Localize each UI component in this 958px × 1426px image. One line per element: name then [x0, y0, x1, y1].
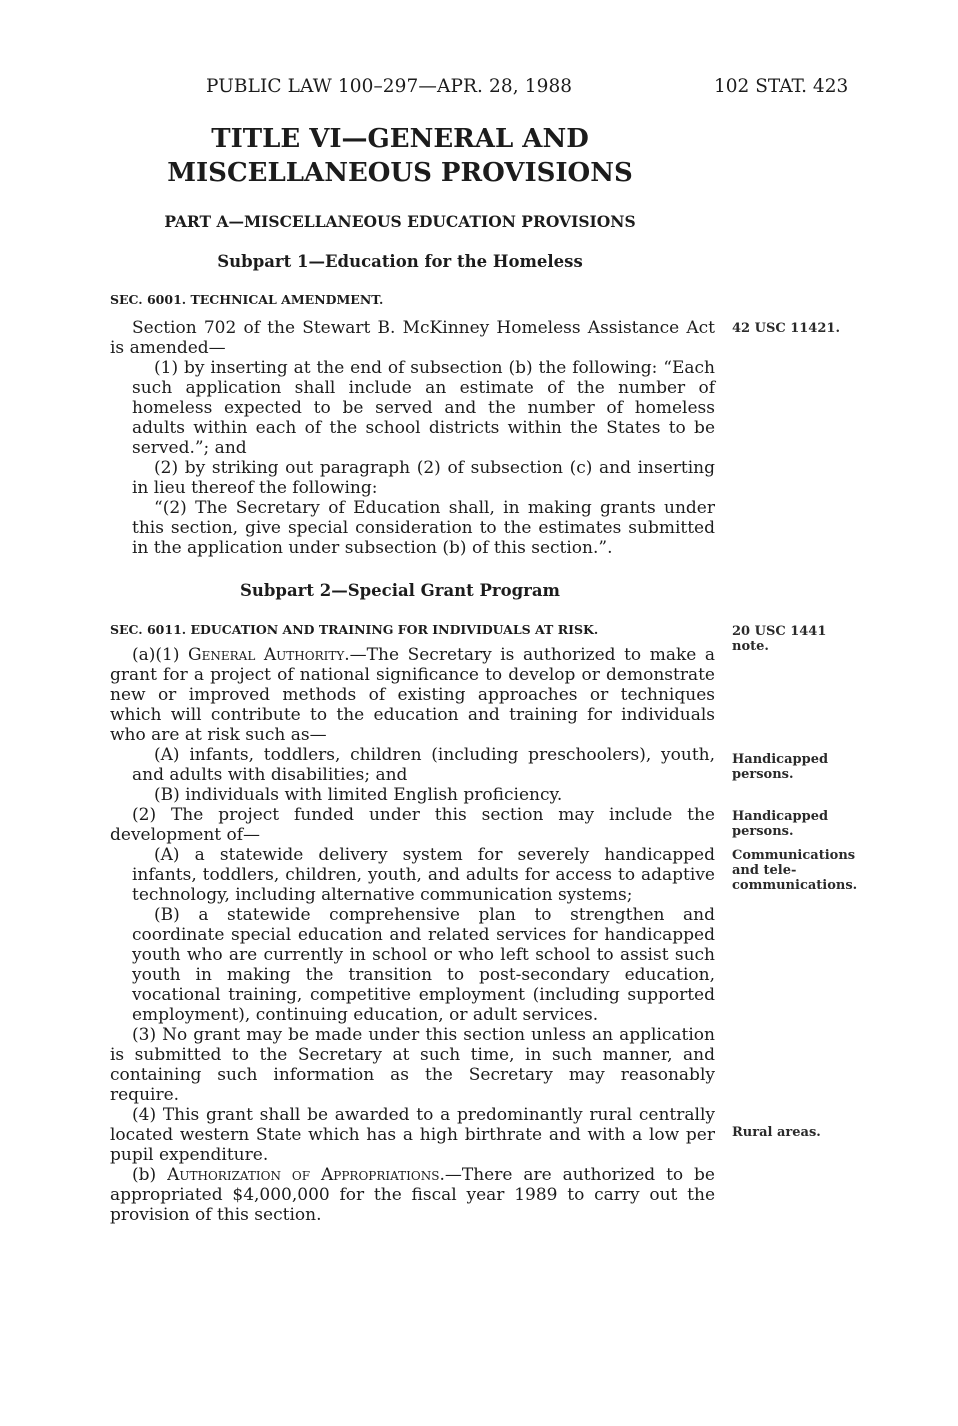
b-label: (b)	[132, 1165, 157, 1185]
a1-heading: General Authority	[188, 645, 345, 665]
sec-6011-a2-B: (B) a statewide comprehensive plan to strengthen and coordinate special education and related services for handicapped youth who are currently in school or who left school to assist such youth in making the transition to post-secondary education, vocational training, competitive employment (including supported employment), continuing education, or adult services.	[132, 905, 715, 1025]
a1-label: (a)(1)	[132, 645, 180, 665]
sec-6001-intro: Section 702 of the Stewart B. McKinney Homeless Assistance Act is amended—	[110, 318, 715, 358]
sec-6011-a3: (3) No grant may be made under this section unless an application is submitted to the Secretary at such time, in such manner, and containing such information as the Secretary may reasonably require.	[110, 1025, 715, 1105]
title-heading	[110, 122, 690, 190]
margin-note-20-usc: 20 USC 1441 note.	[732, 624, 827, 654]
sec-6001-para-3: “(2) The Secretary of Education shall, in making grants under this section, give special consideration to the estimates submitted in the application under subsection (b) of this section.”.	[132, 498, 715, 558]
b-heading: Authorization of Appropriations	[167, 1165, 440, 1185]
sec-6011-b	[110, 1165, 715, 1225]
margin-note-rural: Rural areas.	[732, 1125, 821, 1140]
title-line-2: MISCELLANEOUS PROVISIONS	[167, 158, 633, 188]
sec-6001-heading: SEC. 6001. TECHNICAL AMENDMENT.	[110, 292, 384, 307]
b-text: .—There are authorized to be appropriated $4,000,000 for the fiscal year 1989 to carry out the provision of this section.	[110, 1165, 715, 1225]
sec-6011-heading: SEC. 6011. EDUCATION AND TRAINING FOR INDIVIDUALS AT RISK.	[110, 622, 599, 637]
sec-6011-a1	[110, 645, 715, 745]
sec-6011-a2-A: (A) a statewide delivery system for severely handicapped infants, toddlers, children, youth, and adults for access to adaptive technology, including alternative communication systems;	[132, 845, 715, 905]
subpart-2-heading: Subpart 2—Special Grant Program	[239, 581, 560, 600]
sec-6001-body	[110, 318, 715, 558]
running-header-stat: 102 STAT. 423	[714, 76, 849, 97]
part-a-heading: PART A—MISCELLANEOUS EDUCATION PROVISIONS	[164, 212, 636, 231]
margin-note-42-usc: 42 USC 11421.	[732, 321, 840, 336]
margin-note-handicapped-2: Handicapped persons.	[732, 809, 829, 839]
sec-6011-a1-B: (B) individuals with limited English proficiency.	[154, 785, 563, 805]
sec-6001-para-1: (1) by inserting at the end of subsection (b) the following: “Each such application shall include an estimate of the number of homeless expected to be served and the number of homeless adults within each of the school districts within the States to be served.”; and	[132, 358, 715, 458]
subpart-1-heading: Subpart 1—Education for the Homeless	[217, 252, 583, 271]
margin-note-handicapped-1: Handicapped persons.	[732, 752, 829, 782]
sec-6011-body	[110, 645, 715, 1225]
margin-note-communications: Communications and tele-communications.	[732, 848, 858, 893]
sec-6011-a4: (4) This grant shall be awarded to a predominantly rural centrally located western State which has a high birthrate and with a low per pupil expenditure.	[110, 1105, 715, 1165]
sec-6001-para-2: (2) by striking out paragraph (2) of subsection (c) and inserting in lieu thereof the following:	[132, 458, 715, 498]
a1-text: .—The Secretary is authorized to make a grant for a project of national significance to develop or demonstrate new or improved methods of existing approaches or techniques which will contribute to the education and training for individuals who are at risk such as—	[110, 645, 716, 745]
sec-6011-a1-A: (A) infants, toddlers, children (including preschoolers), youth, and adults with disabilities; and	[132, 745, 715, 785]
running-header-law: PUBLIC LAW 100–297—APR. 28, 1988	[206, 76, 573, 97]
title-line-1: TITLE VI—GENERAL AND	[211, 124, 589, 154]
sec-6011-a2: (2) The project funded under this section may include the development of—	[110, 805, 715, 845]
